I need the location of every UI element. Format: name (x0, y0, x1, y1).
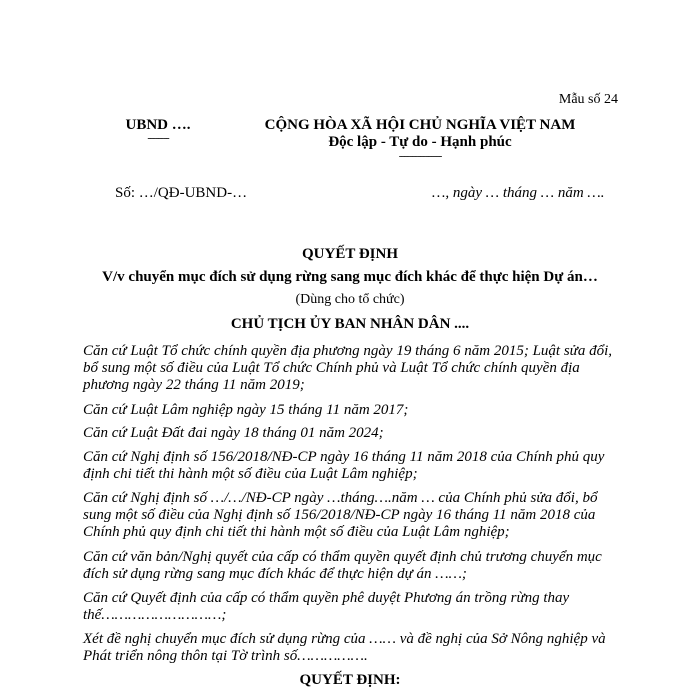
preamble-item: Căn cứ Luật Đất đai ngày 18 tháng 01 năm 2024; (83, 425, 384, 441)
preamble-item: Căn cứ Nghị định số 156/2018/NĐ-CP ngày 16 tháng 11 năm 2018 của Chính phủ quy định chi tiết thi hành một số điều của Luật Lâm nghiệp; (83, 449, 605, 482)
issuing-authority: CHỦ TỊCH ỦY BAN NHÂN DÂN .... (230, 316, 470, 332)
motto-rule: ---------------- (398, 150, 442, 162)
national-motto: Độc lập - Tự do - Hạnh phúc (328, 134, 512, 150)
preamble-item: Xét đề nghị chuyển mục đích sử dụng rừng của …… và đề nghị của Sở Nông nghiệp và Phát triển nông thôn tại Tờ trình số……………. (83, 631, 606, 664)
preamble-item: Căn cứ Quyết định của cấp có thẩm quyền phê duyệt Phương án trồng rừng thay thế………………………; (83, 590, 570, 623)
preamble-item: Căn cứ Nghị định số …/…/NĐ-CP ngày …tháng….năm … của Chính phủ sửa đổi, bổ sung một số điều của Nghị định số 156/2018/NĐ-CP ngày 16 tháng 11 năm 2018 của Chính phủ quy định chi tiết thi hành một số điều của Luật Lâm nghiệp; (83, 490, 598, 540)
document-number: Số: …/QĐ-UBND-… (115, 185, 248, 201)
form-number: Mẫu số 24 (558, 92, 618, 107)
document-subject: V/v chuyển mục đích sử dụng rừng sang mục đích khác để thực hiện Dự án… (102, 269, 598, 285)
preamble-item: Căn cứ văn bản/Nghị quyết của cấp có thẩm quyền quyết định chủ trương chuyển mục đích sử dụng rừng sang mục đích khác để thực hiện dự án ……; (83, 549, 602, 582)
preamble-item: Căn cứ Luật Tổ chức chính quyền địa phương ngày 19 tháng 6 năm 2015; Luật sửa đổi, bổ sung một số điều của Luật Tổ chức Chính phủ và Luật Tổ chức chính quyền địa phương ngày 22 tháng 11 năm 2019; (83, 343, 613, 393)
agency-name: UBND …. (125, 117, 191, 133)
usage-note: (Dùng cho tổ chức) (295, 292, 405, 307)
issue-date: …, ngày … tháng … năm …. (432, 185, 605, 201)
agency-rule: -------- (147, 132, 169, 144)
preamble-item: Căn cứ Luật Lâm nghiệp ngày 15 tháng 11 năm 2017; (83, 402, 409, 418)
national-title: CỘNG HÒA XÃ HỘI CHỦ NGHĨA VIỆT NAM (264, 117, 576, 133)
decision-heading: QUYẾT ĐỊNH: (299, 672, 401, 688)
document-title: QUYẾT ĐỊNH (302, 246, 398, 262)
